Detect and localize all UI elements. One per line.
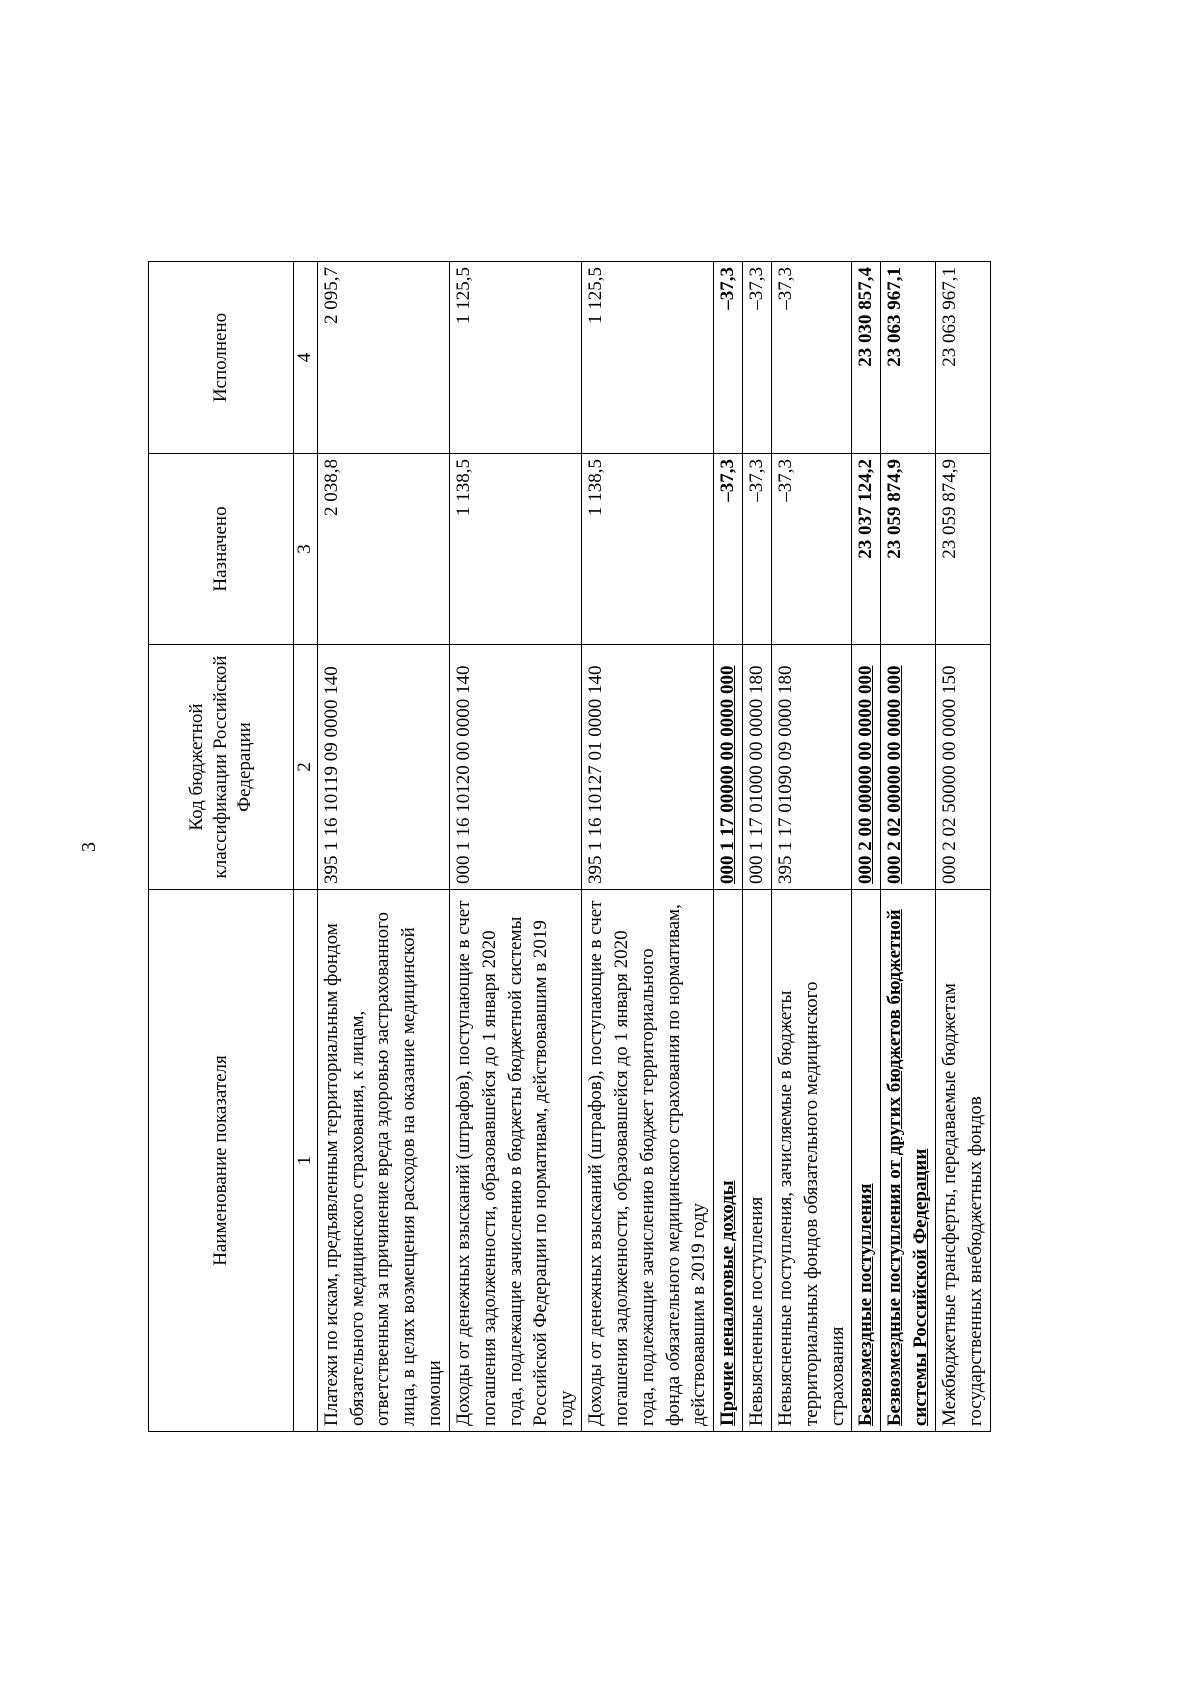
table-header-row <box>149 262 294 1432</box>
table-row <box>582 262 714 1432</box>
row-executed: 2 095,7 <box>317 262 449 454</box>
row-planned: 2 038,8 <box>317 454 449 645</box>
row-name: Межбюджетные трансферты, передаваемые бюджетам государственных внебюджетных фондов <box>935 890 990 1432</box>
row-name: Невыясненные поступления, зачисляемые в бюджеты территориальных фондов обязательного медицинского страхования <box>771 890 851 1432</box>
column-number: 2 <box>294 645 318 890</box>
table-row <box>317 262 449 1432</box>
row-name: Безвозмездные поступления <box>852 890 881 1432</box>
row-planned: 23 059 874,9 <box>935 454 990 645</box>
row-name: Доходы от денежных взысканий (штрафов), поступающие в счет погашения задолженности, образовавшейся до 1 января 2020 года, подлежащие зачислению в бюджеты бюджетной системы Российской Федерации по нормативам, действовавшим в 2019 году <box>449 890 581 1432</box>
row-planned: –37,3 <box>743 454 772 645</box>
row-code: 000 2 02 50000 00 0000 150 <box>935 645 990 890</box>
table-row <box>771 262 851 1432</box>
header-code: Код бюджетной классификации Российской Федерации <box>149 645 294 890</box>
column-number-row <box>294 262 318 1432</box>
table-row <box>743 262 772 1432</box>
table-row <box>449 262 581 1432</box>
row-name: Безвозмездные поступления от других бюджетов бюджетной системы Российской Федерации <box>881 890 936 1432</box>
row-code: 000 2 00 00000 00 0000 000 <box>852 645 881 890</box>
row-executed: 23 063 967,1 <box>935 262 990 454</box>
row-name: Прочие неналоговые доходы <box>714 890 743 1432</box>
row-executed: 23 063 967,1 <box>881 262 936 454</box>
row-planned: –37,3 <box>771 454 851 645</box>
row-name: Платежи по искам, предъявленным территориальным фондом обязательного медицинского страхования, к лицам, ответственным за причинение вреда здоровью застрахованного лица, в целях возмещения расходов на оказание медицинской помощи <box>317 890 449 1432</box>
row-name: Доходы от денежных взысканий (штрафов), поступающие в счет погашения задолженности, образовавшейся до 1 января 2020 года, подлежащие зачислению в бюджет территориального фонда обязательного медицинского страхования по нормативам, действовавшим в 2019 году <box>582 890 714 1432</box>
row-planned: 1 138,5 <box>449 454 581 645</box>
column-number: 3 <box>294 454 318 645</box>
row-code: 395 1 16 10119 09 0000 140 <box>317 645 449 890</box>
row-executed: –37,3 <box>771 262 851 454</box>
row-code: 000 1 16 10120 00 0000 140 <box>449 645 581 890</box>
page-number: 3 <box>78 842 100 852</box>
row-name: Невыясненные поступления <box>743 890 772 1432</box>
row-planned: 23 059 874,9 <box>881 454 936 645</box>
row-code: 395 1 16 10127 01 0000 140 <box>582 645 714 890</box>
table-row-total <box>852 262 881 1432</box>
row-code: 000 1 17 01000 00 0000 180 <box>743 645 772 890</box>
header-executed: Исполнено <box>149 262 294 454</box>
column-number: 1 <box>294 890 318 1432</box>
row-executed: –37,3 <box>743 262 772 454</box>
table-row <box>935 262 990 1432</box>
row-executed: 23 030 857,4 <box>852 262 881 454</box>
row-planned: –37,3 <box>714 454 743 645</box>
row-code: 000 2 02 00000 00 0000 000 <box>881 645 936 890</box>
row-executed: –37,3 <box>714 262 743 454</box>
row-planned: 23 037 124,2 <box>852 454 881 645</box>
column-number: 4 <box>294 262 318 454</box>
row-executed: 1 125,5 <box>582 262 714 454</box>
budget-table <box>148 261 991 1432</box>
header-name: Наименование показателя <box>149 890 294 1432</box>
header-planned: Назначено <box>149 454 294 645</box>
row-planned: 1 138,5 <box>582 454 714 645</box>
table-row-total <box>714 262 743 1432</box>
row-executed: 1 125,5 <box>449 262 581 454</box>
table-row-total <box>881 262 936 1432</box>
row-code: 000 1 17 00000 00 0000 000 <box>714 645 743 890</box>
row-code: 395 1 17 01090 09 0000 180 <box>771 645 851 890</box>
